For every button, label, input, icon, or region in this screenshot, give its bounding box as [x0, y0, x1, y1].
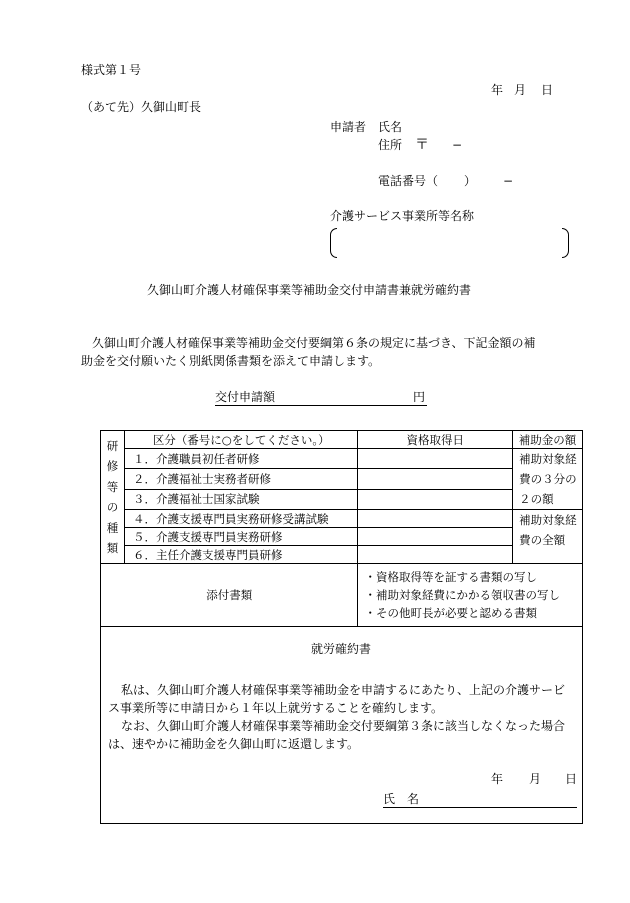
office-bracket-left — [330, 228, 337, 258]
category-item-6[interactable]: ６．主任介護支援専門員研修 — [124, 546, 358, 564]
postal-mark: 〒 — [415, 137, 429, 153]
date-input-4[interactable] — [358, 510, 513, 528]
category-item-5[interactable]: ５．介護支援専門員実務研修 — [124, 528, 358, 546]
pledge-line-1: 私は、久御山町介護人材確保事業等補助金を申請するにあたり、上記の介護サービ — [121, 683, 566, 697]
date-input-1[interactable] — [358, 449, 513, 469]
category-item-3[interactable]: ３．介護福祉士国家試験 — [124, 489, 358, 509]
pledge-line-3: なお、久御山町介護人材確保事業等補助金交付要綱第３条に該当しなくなった場合 — [121, 719, 566, 733]
grant-full: 補助対象経 費の全額 — [513, 510, 583, 564]
date-month: 月 — [514, 83, 527, 97]
applicant-name-label: 氏名 — [378, 120, 403, 134]
phone-paren: ） — [464, 174, 477, 188]
application-table — [100, 430, 583, 824]
body-line-2: 助金を交付願いたく別紙関係書類を添えて申請します。 — [81, 354, 381, 368]
postal-dash: − — [452, 138, 463, 152]
category-item-2[interactable]: ２．介護福祉士実務者研修 — [124, 469, 358, 489]
pledge-line-4: は、速やかに補助金を久御山町に返還します。 — [108, 737, 360, 751]
date-input-3[interactable] — [358, 489, 513, 509]
date-input-2[interactable] — [358, 469, 513, 489]
training-type-side-label: 研 修 等 の 種 類 — [101, 431, 125, 564]
signature-field[interactable] — [383, 793, 577, 808]
date-year: 年 — [491, 83, 504, 97]
grant-two-thirds: 補助対象経 費の３分の ２の額 — [513, 449, 583, 510]
pledge-section — [101, 627, 583, 824]
header-category: 区分（番号に○をしてください。） — [124, 431, 358, 449]
signature-name-label: 氏 名 — [383, 792, 420, 806]
applicant-label: 申請者 — [330, 120, 367, 134]
pledge-month: 月 — [529, 772, 542, 786]
attachments-list: ・資格取得等を証する書類の写し ・補助対象経費にかかる領収書の写し ・その他町長が必要と認める書類 — [358, 564, 583, 627]
applicant-address-label: 住所 — [378, 138, 403, 152]
pledge-line-2: ス事業所等に申請日から１年以上就労することを確約します。 — [108, 701, 444, 715]
pledge-title: 就労確約書 — [311, 642, 372, 656]
header-grant: 補助金の額 — [513, 431, 583, 449]
header-date: 資格取得日 — [358, 431, 513, 449]
amount-unit: 円 — [413, 390, 426, 404]
date-input-6[interactable] — [358, 546, 513, 564]
office-bracket-right — [562, 228, 569, 258]
category-item-4[interactable]: ４．介護支援専門員実務研修受講試験 — [124, 510, 358, 528]
amount-field — [215, 391, 427, 406]
date-input-5[interactable] — [358, 528, 513, 546]
amount-label: 交付申請額 — [215, 390, 276, 404]
date-day: 日 — [541, 83, 554, 97]
pledge-day: 日 — [565, 772, 578, 786]
office-label: 介護サービス事業所等名称 — [330, 209, 475, 223]
category-item-1[interactable]: １．介護職員初任者研修 — [124, 449, 358, 469]
phone-label: 電話番号（ — [378, 174, 439, 188]
form-number: 様式第１号 — [81, 63, 142, 77]
document-title: 久御山町介護人材確保事業等補助金交付申請書兼就労確約書 — [147, 283, 472, 297]
attachments-label: 添付書類 — [101, 564, 358, 627]
phone-dash: − — [503, 174, 514, 188]
body-line-1: 久御山町介護人材確保事業等補助金交付要綱第６条の規定に基づき、下記金額の補 — [92, 336, 536, 350]
pledge-year: 年 — [491, 772, 504, 786]
addressee: （あて先）久御山町長 — [81, 100, 202, 114]
